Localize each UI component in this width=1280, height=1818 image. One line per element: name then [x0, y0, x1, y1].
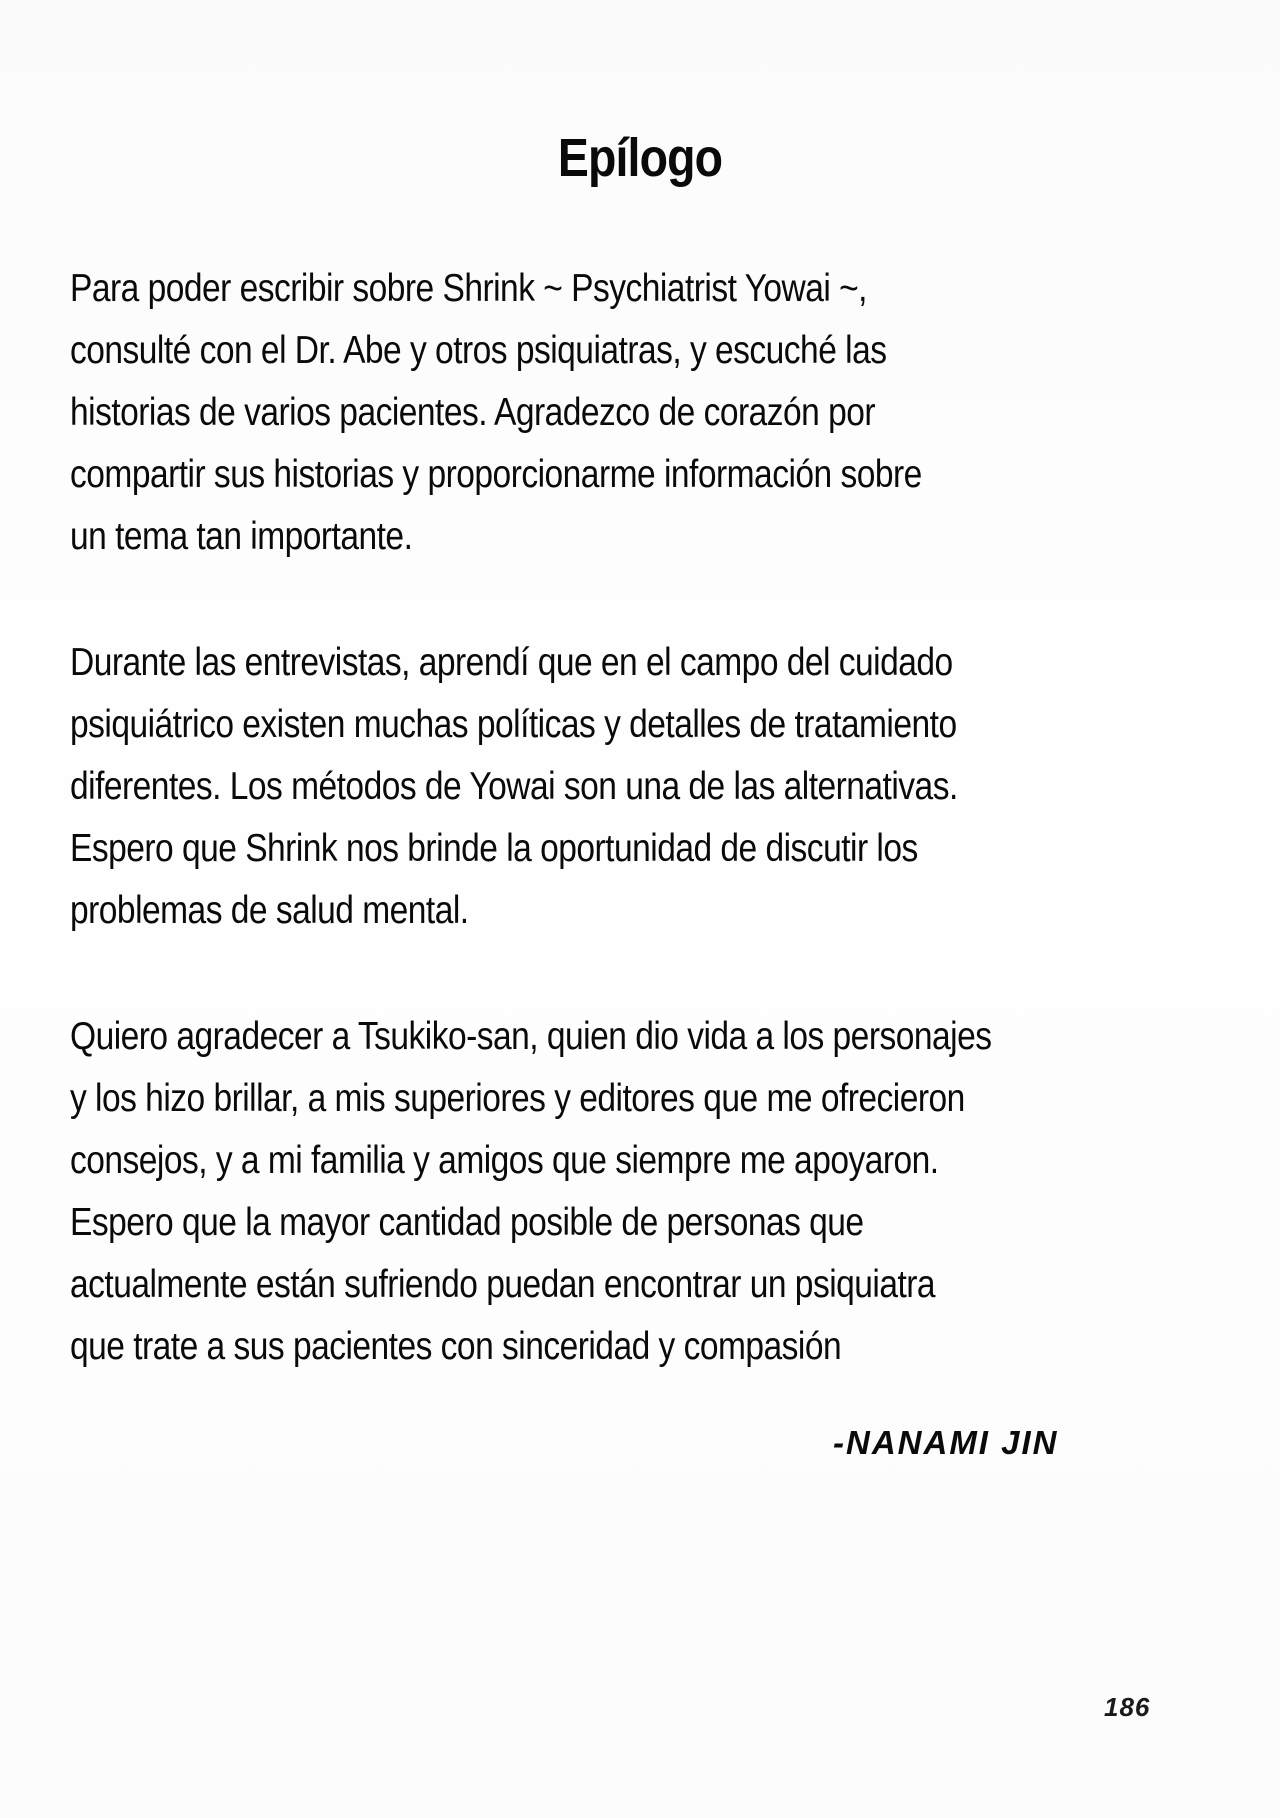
text-line: que trate a sus pacientes con sinceridad y compasión	[70, 1325, 842, 1368]
text-line: Espero que Shrink nos brinde la oportunidad de discutir los	[70, 827, 918, 870]
text-line: y los hizo brillar, a mis superiores y editores que me ofrecieron	[70, 1077, 965, 1120]
text-line: problemas de salud mental.	[70, 889, 469, 932]
text-line: historias de varios pacientes. Agradezco de corazón por	[70, 391, 876, 434]
text-line: diferentes. Los métodos de Yowai son una de las alternativas.	[70, 765, 958, 808]
text-line: compartir sus historias y proporcionarme información sobre	[70, 453, 922, 496]
author-signature: -NANAMI JIN	[833, 1424, 1059, 1461]
paragraph-3	[70, 1006, 1250, 1378]
text-line: Para poder escribir sobre Shrink ~ Psychiatrist Yowai ~,	[70, 267, 867, 310]
page-title: Epílogo	[557, 128, 723, 188]
text-line: consejos, y a mi familia y amigos que siempre me apoyaron.	[70, 1139, 939, 1182]
text-line: actualmente están sufriendo puedan encontrar un psiquiatra	[70, 1263, 936, 1306]
epilogue-body	[70, 258, 1250, 1442]
text-line: psiquiátrico existen muchas políticas y detalles de tratamiento	[70, 703, 957, 746]
paragraph-1	[70, 258, 1250, 568]
text-line: Espero que la mayor cantidad posible de personas que	[70, 1201, 864, 1244]
text-line: consulté con el Dr. Abe y otros psiquiatras, y escuché las	[70, 329, 887, 372]
page-number: 186	[1104, 1692, 1151, 1722]
text-line: Quiero agradecer a Tsukiko-san, quien dio vida a los personajes	[70, 1015, 992, 1058]
text-line: Durante las entrevistas, aprendí que en el campo del cuidado	[70, 641, 953, 684]
text-line: un tema tan importante.	[70, 515, 413, 558]
paragraph-2	[70, 632, 1250, 942]
